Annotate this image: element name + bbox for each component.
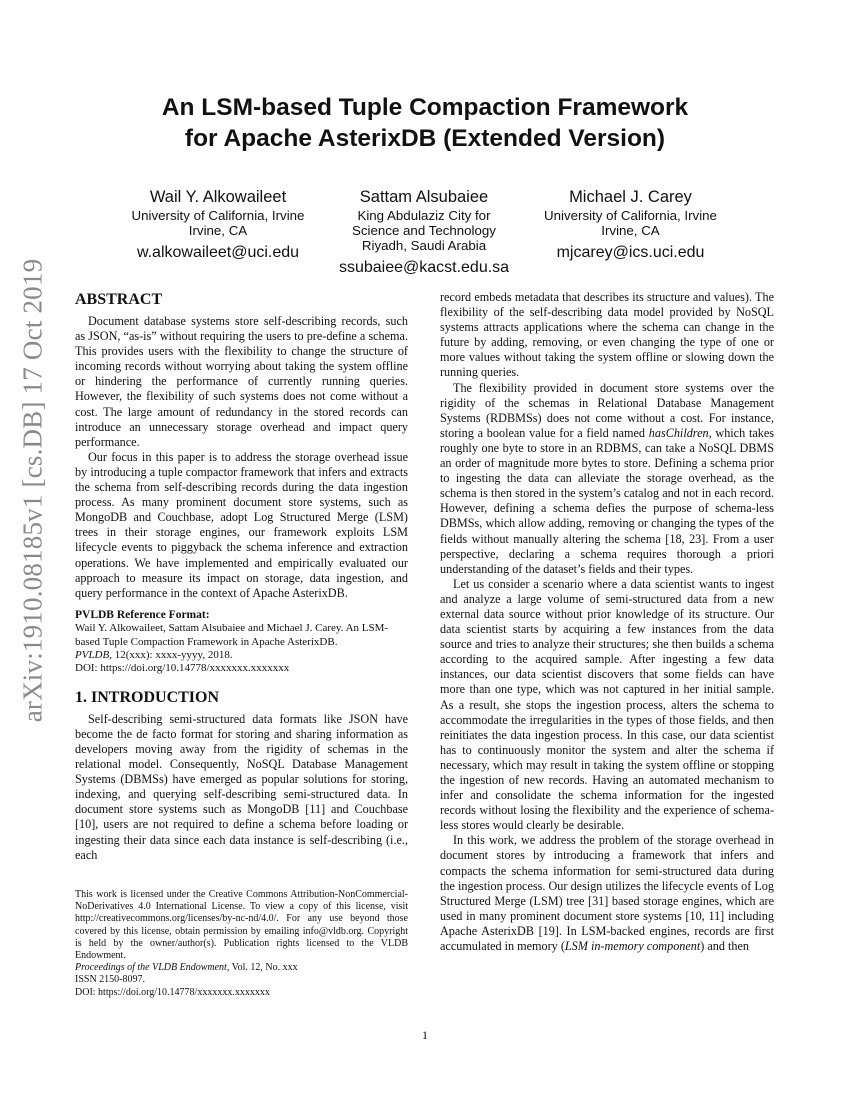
- footnote-doi: DOI: https://doi.org/10.14778/xxxxxxx.xxxxxxx: [75, 986, 270, 998]
- author-location: Irvine, CA: [188, 223, 248, 238]
- issn: ISSN 2150-8097.: [75, 974, 146, 986]
- paper-title: [75, 92, 775, 154]
- intro-paragraph: Self-describing semi-structured data formats like JSON have become the de facto format for storing and sharing information as developers moving away from the rigidity of schemas in the relational model. Consequently, NoSQL Database Management Systems (DBMSs) have emerged as popular solutions for storing, indexing, and querying self-describing semi-structured data. In document store systems such as MongoDB [11] and Couchbase [10], users are not required to define a schema before loading or ingesting their data since each data instance is self-describing (i.e., each: [75, 711, 408, 862]
- license-footnote: [75, 889, 408, 999]
- text-run: ) and then: [700, 939, 749, 954]
- reference-venue-line: [75, 649, 408, 662]
- reference-venue-details: , 12(xxx): xxxx-yyyy, 2018.: [109, 649, 233, 661]
- author-location: Riyadh, Saudi Arabia: [361, 238, 487, 253]
- reference-venue: PVLDB: [75, 649, 110, 661]
- reference-doi: DOI: https://doi.org/10.14778/xxxxxxx.xxxxxxx: [75, 662, 290, 675]
- pvldb-reference-format: [75, 609, 408, 676]
- emphasis: LSM in-memory component: [564, 939, 701, 954]
- author-affiliation: Science and Technology: [352, 223, 496, 238]
- abstract-heading: ABSTRACT: [75, 291, 163, 308]
- proceedings-volume: Vol. 12, No. xxx: [229, 962, 298, 974]
- license-text: This work is licensed under the Creative Commons Attribution-NonCommercial-NoDerivatives 4.0 International License. To view a copy of this license, visit http://creativecommons.org/licenses/by-nc-nd/4.0/. For any use beyond those covered by this license, obtain permission by emailing info@vldb.org. Copyright is held by the owner/author(s). Publication rights licensed to the VLDB Endowment.: [75, 889, 408, 962]
- proceedings-line: [75, 962, 408, 974]
- intro-paragraph: [440, 381, 774, 577]
- author-name: Michael J. Carey: [569, 188, 692, 206]
- author-email: ssubaiee@kacst.edu.sa: [338, 259, 510, 276]
- author-affiliation: King Abdulaziz City for: [357, 208, 491, 223]
- author-name: Wail Y. Alkowaileet: [149, 188, 287, 206]
- reference-format-heading: PVLDB Reference Format:: [75, 608, 210, 621]
- field-name: hasChildren: [648, 425, 709, 440]
- text-run: The flexibility provided in document store systems over the rigidity of the schemas in Relational Database Management Systems (RDBMSs) does not come without a cost. For instance, storing a boolean value for a field named: [440, 380, 774, 440]
- arxiv-identifier-stamp: [8, 258, 58, 722]
- left-column: [75, 290, 408, 863]
- author-location: Irvine, CA: [601, 223, 660, 238]
- arxiv-id-text: arXiv:1910.08185v1 [cs.DB] 17 Oct 2019: [17, 258, 48, 722]
- abstract-paragraph: Our focus in this paper is to address the storage overhead issue by introducing a tuple compactor framework that infers and extracts the schema from self-describing records during the data ingestion process. As many prominent document store systems, such as MongoDB and Couchbase, adopt Log Structured Merge (LSM) trees in their storage engines, our framework exploits LSM lifecycle events to piggyback the schema inference and extraction operations. We have implemented and empirically evaluated our approach to measure its impact on storage, data ingestion, and query performance in the context of Apache AsterixDB.: [75, 449, 408, 600]
- intro-paragraph: Let us consider a scenario where a data scientist wants to ingest and analyze a large volume of semi-structured data from a new external data source without prior knowledge of its structure. Our data scientist starts by acquiring a few instances from the data source and tries to analyze their structures; she then builds a schema according to the acquired sample. After ingesting a few data instances, our data scientist discovers that some fields can have more than one type, which was not captured in her initial sample. As a result, she stops the ingestion process, alters the schema to accommodate the irregularities in the types of those fields, and then reinitiates the data ingestion process. In this case, our data scientist has to continuously monitor the system and alter the schema if necessary, which may result in taking the system offline or stopping the ingestion of new records. Having an automated mechanism to infer and consolidate the schema information for the ingested records without losing the flexibility and the experience of schema-less stores would clearly be desirable.: [440, 576, 774, 833]
- author-email: mjcarey@ics.uci.edu: [556, 244, 705, 261]
- page-number: 1: [422, 1028, 428, 1042]
- title-line-1: An LSM-based Tuple Compaction Framework: [161, 94, 689, 121]
- author-block: [118, 186, 318, 263]
- author-email: w.alkowaileet@uci.edu: [136, 244, 300, 261]
- author-name: Sattam Alsubaiee: [359, 188, 489, 206]
- proceedings-title: Proceedings of the VLDB Endowment,: [75, 962, 230, 974]
- abstract-paragraph: Document database systems store self-describing records, such as JSON, “as-is” without requiring the users to pre-define a schema. This provides users with the flexibility to change the structure of incoming records without worrying about taking the system offline or hindering the performance of currently running queries. However, the flexibility of such systems does not come without a cost. The large amount of redundancy in the stored records can introduce an unnecessary storage overhead and impact query performance.: [75, 314, 408, 449]
- reference-authors: Wail Y. Alkowaileet, Sattam Alsubaiee and Michael J. Carey. An LSM-based Tuple Compaction Framework in Apache AsterixDB.: [75, 622, 389, 648]
- title-line-2: for Apache AsterixDB (Extended Version): [184, 125, 666, 152]
- author-block: [528, 186, 733, 263]
- intro-paragraph-continued: record embeds metadata that describes its structure and values). The flexibility of the self-describing data model provided by NoSQL systems attracts applications where the schema can change in the future by adding, removing, or even changing the type of one or more values without taking the system offline or slowing down the running queries.: [440, 290, 774, 380]
- text-run: In this work, we address the problem of the storage overhead in document stores by introducing a framework that infers and compacts the schema information for semi-structured data during the ingestion process. Our design utilizes the lifecycle events of Log Structured Merge (LSM) tree [31] based storage engines, which are used in many prominent document store systems [10, 11] including Apache AsterixDB [19]. In LSM-backed engines, records are first accumulated in memory (: [440, 833, 774, 954]
- author-affiliation: University of California, Irvine: [544, 208, 717, 223]
- author-block: [322, 186, 526, 278]
- text-run: , which takes roughly one byte to store in an RDBMS, can take a NoSQL DBMS an order of magnitude more bytes to store. Defining a schema prior to ingesting the data can alleviate the storage overhead, as the schema is then stored in the system’s catalog and not in each record. However, defining a schema defies the purpose of schema-less DBMSs, which allow adding, removing or changing the types of the fields without manually altering the schema [18, 23]. From a user perspective, declaring a schema requires thorough a priori understanding of the dataset’s fields and their types.: [440, 425, 774, 576]
- author-affiliation: University of California, Irvine: [131, 208, 305, 223]
- right-column: [440, 290, 774, 954]
- intro-paragraph: [440, 833, 774, 954]
- introduction-heading: 1. INTRODUCTION: [75, 688, 220, 706]
